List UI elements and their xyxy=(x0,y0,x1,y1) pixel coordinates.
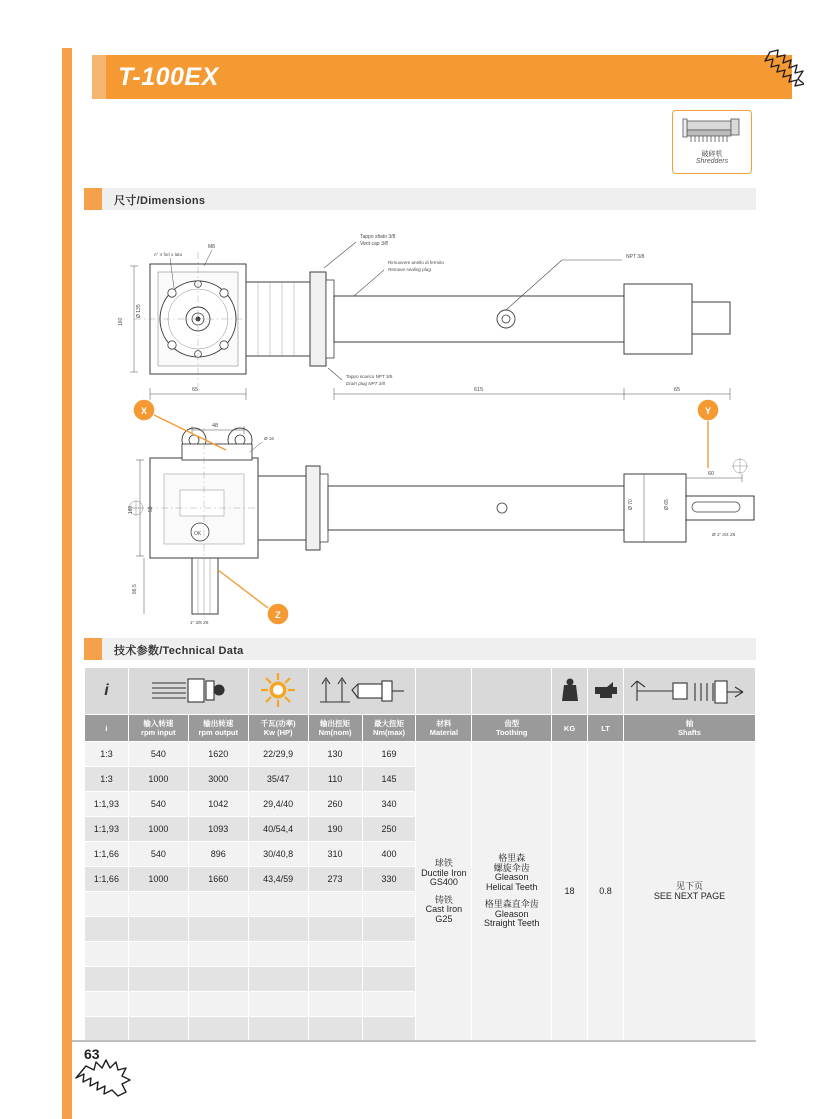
cell-nm-nom: 190 xyxy=(308,817,362,842)
header-kw xyxy=(248,715,308,742)
cell-shafts xyxy=(623,742,755,1042)
header-rpm-input-cn: 输入转速 xyxy=(143,719,174,728)
toothing-line: Straight Teeth xyxy=(484,918,540,929)
header-kw-en: Kw (HP) xyxy=(263,728,293,737)
sun-power-icon xyxy=(248,668,308,715)
cell-toothing xyxy=(472,742,552,1042)
header-material-en: Material xyxy=(429,728,459,737)
cell-lt: 0.8 xyxy=(588,742,624,1042)
torque-icon xyxy=(308,668,416,715)
cell-rpm-output: 1093 xyxy=(188,817,248,842)
svg-text:NPT 3/8: NPT 3/8 xyxy=(626,254,645,260)
svg-text:M8: M8 xyxy=(208,244,215,250)
cell-rpm-output: 1660 xyxy=(188,867,248,892)
svg-text:65: 65 xyxy=(192,387,199,393)
section-header-dimensions xyxy=(84,188,756,210)
header-rpm-output-cn: 输出转速 xyxy=(203,719,234,728)
cell-nm-max: 250 xyxy=(362,817,416,842)
cell-nm-max: 340 xyxy=(362,792,416,817)
shafts-line-en: SEE NEXT PAGE xyxy=(653,890,726,901)
header-ratio xyxy=(85,715,129,742)
page-number: 63 xyxy=(84,1046,100,1062)
header-toothing-en: Toothing xyxy=(495,728,528,737)
header-kg xyxy=(552,715,588,742)
section-label-technical-data: 技术参数/Technical Data xyxy=(114,645,244,657)
input-shaft-icon xyxy=(128,668,248,715)
material-line: G25 xyxy=(435,913,453,924)
material-icon xyxy=(416,668,472,715)
material-line: 球铁 xyxy=(434,858,453,868)
header-lt xyxy=(588,715,624,742)
toothing-line: Gleason xyxy=(494,872,529,883)
section-label-dimensions: 尺寸/Dimensions xyxy=(114,195,206,207)
cell-rpm-input: 540 xyxy=(128,742,188,767)
callout-y-label: Y xyxy=(704,406,712,416)
header-kw-cn: 千瓦(功率) xyxy=(260,719,296,728)
cell-rpm-input: 1000 xyxy=(128,867,188,892)
model-title-accent xyxy=(92,55,106,99)
svg-text:Ø 1" 3/4 Z6: Ø 1" 3/4 Z6 xyxy=(712,532,736,537)
svg-text:65: 65 xyxy=(674,387,681,393)
svg-text:58: 58 xyxy=(148,506,154,512)
cell-kw: 30/40,8 xyxy=(248,842,308,867)
svg-text:Ø 16: Ø 16 xyxy=(264,436,274,441)
toothing-line: 螺旋伞齿 xyxy=(493,862,530,873)
svg-text:86,5: 86,5 xyxy=(132,584,138,594)
header-rpm-input-en: rpm input xyxy=(141,728,176,737)
svg-text:160: 160 xyxy=(128,505,134,514)
section-marker xyxy=(84,638,102,660)
gear-icon xyxy=(764,46,804,90)
header-nm-nom xyxy=(308,715,362,742)
header-nm-max xyxy=(362,715,416,742)
cell-kw: 43,4/59 xyxy=(248,867,308,892)
left-rail-top-gap xyxy=(62,0,72,48)
svg-text:Tappo scarico NPT 3/8: Tappo scarico NPT 3/8 xyxy=(346,374,393,379)
cell-nm-nom: 273 xyxy=(308,867,362,892)
cell-nm-max: 169 xyxy=(362,742,416,767)
cell-rpm-input: 540 xyxy=(128,842,188,867)
cell-ratio: 1:1,93 xyxy=(85,792,129,817)
oil-lt-icon xyxy=(588,668,624,715)
header-rpm-output xyxy=(188,715,248,742)
svg-text:Ø 135: Ø 135 xyxy=(136,304,142,318)
header-toothing xyxy=(472,715,552,742)
callout-z-label: Z xyxy=(275,610,281,620)
cell-rpm-input: 1000 xyxy=(128,817,188,842)
cell-nm-max: 145 xyxy=(362,767,416,792)
shafts-line-cn: 见下页 xyxy=(675,881,703,891)
svg-text:615: 615 xyxy=(474,387,484,393)
material-line: Ductile Iron xyxy=(421,867,467,878)
weight-kg-icon xyxy=(552,668,588,715)
cell-rpm-output: 3000 xyxy=(188,767,248,792)
svg-text:Tappo sfiato 3/8: Tappo sfiato 3/8 xyxy=(360,234,396,240)
cell-ratio: 1:1,66 xyxy=(85,867,129,892)
svg-text:Ø 70: Ø 70 xyxy=(628,499,634,510)
footer-rule xyxy=(72,1040,756,1042)
cell-kw: 29,4/40 xyxy=(248,792,308,817)
svg-text:1" 3/8 Z6: 1" 3/8 Z6 xyxy=(190,620,209,625)
technical-drawing xyxy=(92,222,760,632)
section-header-technical-data xyxy=(84,638,756,660)
toothing-line: 格里森 xyxy=(498,853,526,864)
svg-text:160: 160 xyxy=(118,317,124,326)
header-rpm-output-en: rpm output xyxy=(198,728,239,737)
cell-ratio: 1:3 xyxy=(85,742,129,767)
header-toothing-cn: 齿型 xyxy=(504,719,520,728)
svg-text:Remove sealing plug: Remove sealing plug xyxy=(388,267,431,272)
svg-text:n° 4 fori x lato: n° 4 fori x lato xyxy=(154,252,183,257)
svg-text:OK: OK xyxy=(194,531,202,537)
header-kg-en: KG xyxy=(563,723,576,733)
header-shafts-en: Shafts xyxy=(678,728,701,737)
svg-text:Rimuovere anello di fermito: Rimuovere anello di fermito xyxy=(388,260,444,265)
cell-rpm-input: 1000 xyxy=(128,767,188,792)
toothing-line: 格里森直伞齿 xyxy=(484,899,539,910)
cell-ratio: 1:3 xyxy=(85,767,129,792)
cell-nm-nom: 110 xyxy=(308,767,362,792)
header-nm-nom-cn: 输出扭矩 xyxy=(320,719,351,728)
left-orange-rail xyxy=(62,0,72,1119)
cell-ratio: 1:1,93 xyxy=(85,817,129,842)
toothing-icon xyxy=(472,668,552,715)
shafts-icon xyxy=(623,668,755,715)
cell-material xyxy=(416,742,472,1042)
section-marker xyxy=(84,188,102,210)
header-nm-max-en: Nm(max) xyxy=(372,728,406,737)
cell-rpm-input: 540 xyxy=(128,792,188,817)
cell-kw: 40/54,4 xyxy=(248,817,308,842)
page-title: T-100EX xyxy=(118,63,219,91)
svg-text:60: 60 xyxy=(708,471,715,477)
table-row xyxy=(85,742,756,767)
svg-text:Drain plug NPT 3/8: Drain plug NPT 3/8 xyxy=(346,381,386,386)
cell-kw: 35/47 xyxy=(248,767,308,792)
cell-rpm-output: 1042 xyxy=(188,792,248,817)
category-badge xyxy=(672,110,752,174)
svg-text:48: 48 xyxy=(212,423,219,429)
svg-text:Vent cap 3/8: Vent cap 3/8 xyxy=(360,241,388,247)
cell-ratio: 1:1,66 xyxy=(85,842,129,867)
header-lt-en: LT xyxy=(601,723,610,733)
ratio-icon: i xyxy=(85,668,129,715)
technical-data-table xyxy=(84,667,756,1042)
callout-x-label: X xyxy=(140,406,148,416)
svg-text:Ø 65: Ø 65 xyxy=(664,499,670,510)
toothing-line: Gleason xyxy=(494,908,529,919)
table-header-row xyxy=(85,715,756,742)
shredder-icon xyxy=(681,117,743,147)
header-nm-max-cn: 最大扭矩 xyxy=(374,719,404,728)
header-material-cn: 材料 xyxy=(436,719,452,728)
cell-rpm-output: 896 xyxy=(188,842,248,867)
header-nm-nom-en: Nm(nom) xyxy=(318,728,352,737)
cell-nm-nom: 260 xyxy=(308,792,362,817)
header-shafts-cn: 轴 xyxy=(685,719,694,728)
material-line: GS400 xyxy=(429,877,458,887)
gear-icon xyxy=(72,1052,132,1098)
toothing-line: Helical Teeth xyxy=(486,881,538,892)
cell-kw: 22/29,9 xyxy=(248,742,308,767)
cell-kg: 18 xyxy=(552,742,588,1042)
header-shafts xyxy=(623,715,755,742)
cell-nm-max: 400 xyxy=(362,842,416,867)
header-rpm-input xyxy=(128,715,188,742)
table-icon-row xyxy=(85,668,756,715)
header-material xyxy=(416,715,472,742)
material-line: 铸铁 xyxy=(434,894,453,905)
category-label-en: Shredders xyxy=(695,158,729,165)
cell-rpm-output: 1620 xyxy=(188,742,248,767)
cell-nm-nom: 130 xyxy=(308,742,362,767)
category-label-cn: 破碎机 xyxy=(701,151,723,158)
cell-nm-nom: 310 xyxy=(308,842,362,867)
material-line: Cast Iron xyxy=(425,904,463,914)
cell-nm-max: 330 xyxy=(362,867,416,892)
header-ratio-en: i xyxy=(105,723,108,733)
